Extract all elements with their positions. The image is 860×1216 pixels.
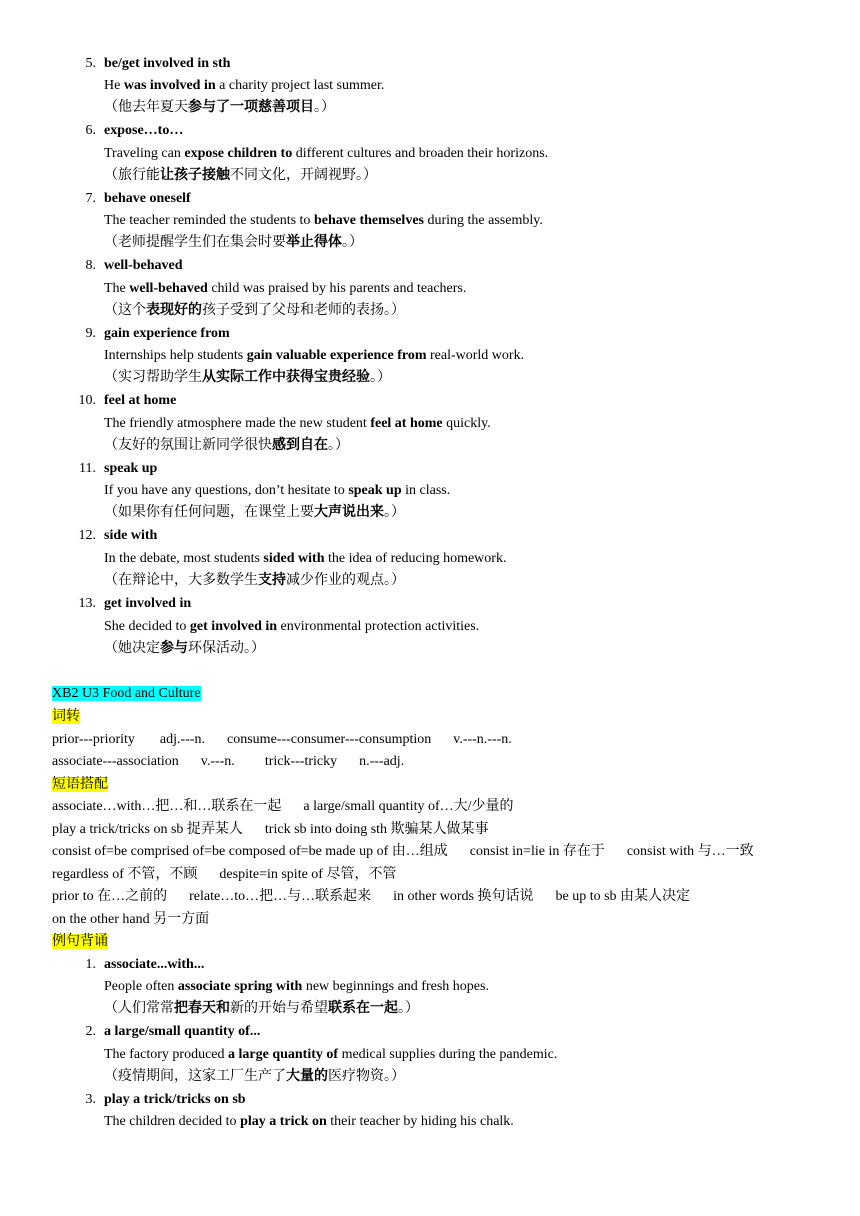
example-sentence: If you have any questions, don’t hesitate to speak up in class. bbox=[104, 483, 451, 498]
chinese-translation: （她决定参与环保活动。） bbox=[104, 641, 265, 656]
phrase-heading: behave oneself bbox=[104, 191, 191, 206]
item-number: 7. bbox=[85, 191, 96, 206]
chinese-translation: （人们常常把春天和新的开始与希望联系在一起。） bbox=[104, 1001, 419, 1016]
phrase-heading: associate...with... bbox=[104, 957, 205, 972]
phrase-line: consist of=be comprised of=be composed of=be made up of 由…组成 consist in=lie in 存在于 consist with 与…一致 bbox=[52, 844, 754, 859]
item-number: 8. bbox=[85, 258, 96, 273]
word-conversion-line: prior---priority adj.---n. consume---consumer---consumption v.---n.---n. bbox=[52, 732, 512, 747]
phrase-line: associate…with…把…和…联系在一起 a large/small quantity of…大/少量的 bbox=[52, 799, 514, 814]
word-conversion-line: associate---association v.---n. trick---tricky n.---adj. bbox=[52, 754, 405, 769]
item-number: 3. bbox=[85, 1092, 96, 1107]
item-number: 5. bbox=[85, 56, 96, 71]
phrase-heading: feel at home bbox=[104, 393, 177, 408]
phrase-heading: speak up bbox=[104, 461, 158, 476]
example-sentence: She decided to get involved in environmental protection activities. bbox=[104, 619, 480, 634]
item-number: 2. bbox=[85, 1024, 96, 1039]
example-sentence: The well-behaved child was praised by his parents and teachers. bbox=[104, 281, 467, 296]
item-number: 11. bbox=[79, 461, 96, 476]
section-title: XB2 U3 Food and Culture bbox=[52, 686, 201, 701]
example-sentence: Traveling can expose children to different cultures and broaden their horizons. bbox=[104, 146, 549, 161]
example-sentence: The friendly atmosphere made the new student feel at home quickly. bbox=[104, 416, 491, 431]
phrase-heading: gain experience from bbox=[104, 326, 230, 341]
item-number: 6. bbox=[85, 123, 96, 138]
item-number: 10. bbox=[78, 393, 96, 408]
example-sentence: People often associate spring with new beginnings and fresh hopes. bbox=[104, 979, 489, 994]
example-sentence: The factory produced a large quantity of medical supplies during the pandemic. bbox=[104, 1047, 558, 1062]
phrase-heading: be/get involved in sth bbox=[104, 56, 231, 71]
phrase-line: play a trick/tricks on sb 捉弄某人 trick sb into doing sth 欺骗某人做某事 bbox=[52, 822, 489, 837]
chinese-translation: （如果你有任何问题，在课堂上要大声说出来。） bbox=[104, 505, 405, 520]
examples-label: 例句背诵 bbox=[52, 934, 108, 949]
chinese-translation: （友好的氛围让新同学很快感到自在。） bbox=[104, 438, 349, 453]
phrase-heading: expose…to… bbox=[104, 123, 184, 138]
chinese-translation: （老师提醒学生们在集会时要举止得体。） bbox=[104, 235, 363, 250]
phrase-line: prior to 在…之前的 relate…to…把…与…联系起来 in other words 换句话说 be up to sb 由某人决定 bbox=[52, 889, 691, 904]
phrases-label: 短语搭配 bbox=[52, 777, 108, 792]
item-number: 12. bbox=[78, 528, 96, 543]
phrase-line: regardless of 不管，不顾 despite=in spite of 尽管，不管 bbox=[52, 867, 397, 882]
phrase-heading: side with bbox=[104, 528, 158, 543]
example-sentence: The children decided to play a trick on their teacher by hiding his chalk. bbox=[104, 1114, 514, 1129]
chinese-translation: （实习帮助学生从实际工作中获得宝贵经验。） bbox=[104, 370, 391, 385]
chinese-translation: （他去年夏天参与了一项慈善项目。） bbox=[104, 100, 335, 115]
phrase-line: on the other hand 另一方面 bbox=[52, 912, 210, 927]
chinese-translation: （疫情期间，这家工厂生产了大量的医疗物资。） bbox=[104, 1069, 405, 1084]
chinese-translation: （在辩论中，大多数学生支持减少作业的观点。） bbox=[104, 573, 405, 588]
word-conversion-label: 词转 bbox=[52, 709, 80, 724]
phrase-heading: a large/small quantity of... bbox=[104, 1024, 261, 1039]
item-number: 1. bbox=[85, 957, 96, 972]
phrase-heading: get involved in bbox=[104, 596, 192, 611]
example-sentence: Internships help students gain valuable experience from real-world work. bbox=[104, 348, 525, 363]
phrase-heading: well-behaved bbox=[104, 258, 183, 273]
item-number: 13. bbox=[78, 596, 96, 611]
example-sentence: In the debate, most students sided with the idea of reducing homework. bbox=[104, 551, 507, 566]
chinese-translation: （旅行能让孩子接触不同文化，开阔视野。） bbox=[104, 168, 377, 183]
chinese-translation: （这个表现好的孩子受到了父母和老师的表扬。） bbox=[104, 303, 405, 318]
example-sentence: He was involved in a charity project last summer. bbox=[104, 78, 385, 93]
example-sentence: The teacher reminded the students to behave themselves during the assembly. bbox=[104, 213, 543, 228]
item-number: 9. bbox=[85, 326, 96, 341]
phrase-heading: play a trick/tricks on sb bbox=[104, 1092, 246, 1107]
